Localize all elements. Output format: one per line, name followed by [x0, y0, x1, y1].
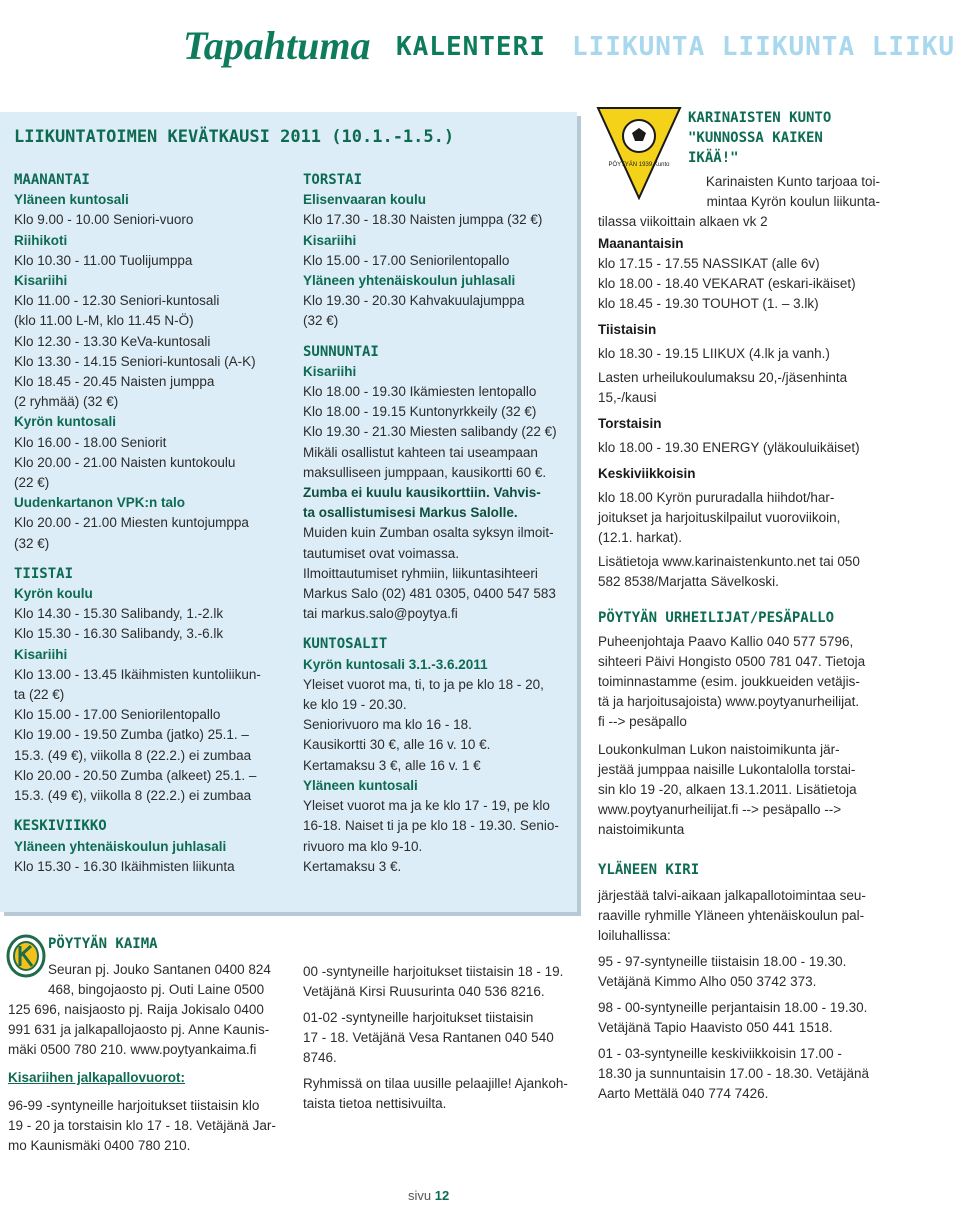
pu-heading: PÖYTYÄN URHEILIJAT/PESÄPALLO — [598, 610, 835, 626]
kisariihi-line: 19 - 20 ja torstaisin klo 17 - 18. Vetäjänä Jar- — [8, 1118, 276, 1133]
schedule-line: Markus Salo (02) 481 0305, 0400 547 583 — [303, 586, 556, 602]
schedule-line: rivuoro ma klo 9-10. — [303, 838, 423, 854]
kk-intro-1: Karinaisten Kunto tarjoaa toi- — [705, 174, 880, 189]
schedule-line: Ilmoittautumiset ryhmiin, liikuntasihteeri — [303, 565, 538, 581]
venue-label: Yläneen yhtenäiskoulun juhlasali — [303, 273, 516, 289]
schedule-line: Klo 13.00 - 13.45 Ikäihmisten kuntoliikun- — [14, 666, 261, 682]
venue-label: Uudenkartanon VPK:n talo — [14, 495, 186, 511]
schedule-line: Klo 9.00 - 10.00 Seniori-vuoro — [14, 212, 194, 228]
day-heading: TORSTAI — [303, 172, 363, 188]
kaima-heading: PÖYTYÄN KAIMA — [48, 936, 158, 952]
schedule-line: Yleiset vuorot ma, ti, to ja pe klo 18 - 20, — [303, 676, 544, 692]
schedule-line: Klo 15.30 - 16.30 Ikäihmisten liikunta — [14, 858, 235, 874]
ti-line: klo 18.30 - 19.15 LIIKUX (4.lk ja vanh.) — [598, 346, 830, 361]
venue-label: Yläneen kuntosali — [303, 777, 418, 793]
day-heading: KUNTOSALIT — [303, 636, 388, 653]
schedule-line: (32 €) — [14, 535, 50, 551]
schedule-line: tautumiset ovat voimassa. — [303, 545, 460, 561]
schedule-line: (22 €) — [14, 475, 50, 491]
mid-line: Vetäjänä Kirsi Ruusurinta 040 536 8216. — [303, 984, 545, 999]
kaima-line: 125 696, naisjaosto pj. Raija Jokisalo 0400 — [8, 1002, 264, 1017]
schedule-line: (2 ryhmää) (32 €) — [14, 394, 119, 410]
logo-text: PÖYTYÄN 1939 Kunto — [608, 162, 670, 168]
pu-line: Puheenjohtaja Paavo Kallio 040 577 5796, — [598, 634, 854, 649]
pu-line2: sin klo 19 -20, alkaen 13.1.2011. Lisätietoja — [598, 782, 857, 797]
day-heading: KESKIVIIKKO — [14, 818, 107, 835]
page-header — [0, 0, 960, 92]
spacer — [303, 332, 569, 340]
pu-line2: Loukonkulman Lukon naistoimikunta jär- — [598, 742, 840, 757]
kaima-line: 991 631 ja jalkapallojaosto pj. Anne Kaunis- — [8, 1022, 270, 1037]
spacer — [303, 624, 569, 632]
schedule-line: Kausikortti 30 €, alle 16 v. 10 €. — [303, 737, 491, 753]
yk-line2: 95 - 97-syntyneille tiistaisin 18.00 - 19.30. — [598, 954, 847, 969]
schedule-line: Klo 20.00 - 21.00 Miesten kuntojumppa — [14, 515, 249, 531]
header-tapahtuma: Tapahtuma — [183, 23, 371, 68]
venue-label: Kisariihi — [14, 273, 68, 289]
schedule-line: Kertamaksu 3 €. — [303, 858, 402, 874]
schedule-line: ke klo 19 - 20.30. — [303, 697, 407, 713]
kk-heading-2: "KUNNOSSA KAIKEN — [688, 130, 823, 146]
schedule-line: Klo 19.00 - 19.50 Zumba (jatko) 25.1. – — [14, 727, 249, 743]
keskiviikkoisin-label: Keskiviikkoisin — [598, 466, 696, 481]
day-heading: TIISTAI — [14, 565, 74, 582]
page-sivu-label: sivu — [408, 1188, 432, 1203]
schedule-line: Klo 20.00 - 20.50 Zumba (alkeet) 25.1. – — [14, 767, 257, 783]
schedule-line: Klo 14.30 - 15.30 Salibandy, 1.-2.lk — [14, 606, 224, 622]
ke-line: Lisätietoja www.karinaistenkunto.net tai 050 — [598, 554, 860, 569]
venue-label: Kyrön koulu — [14, 586, 93, 602]
schedule-line: 16-18. Naiset ti ja pe klo 18 - 19.30. Senio- — [303, 818, 559, 834]
ke-line: (12.1. harkat). — [598, 530, 683, 545]
schedule-column-2 — [303, 168, 569, 877]
yk-line: järjestää talvi-aikaan jalkapallotoimintaa seu- — [598, 888, 866, 903]
schedule-line: Yleiset vuorot ma ja ke klo 17 - 19, pe klo — [303, 798, 550, 814]
tiistaisin-label: Tiistaisin — [598, 322, 657, 337]
schedule-line: ta osallistumisesi Markus Salolle. — [303, 505, 518, 521]
kisariihi-line: mo Kaunismäki 0400 780 210. — [8, 1138, 191, 1153]
schedule-line: Klo 18.45 - 20.45 Naisten jumppa — [14, 374, 215, 390]
day-heading: SUNNUNTAI — [303, 343, 379, 360]
right-column — [598, 108, 880, 1104]
schedule-line: tai markus.salo@poytya.fi — [303, 606, 458, 622]
torstaisin-label: Torstaisin — [598, 416, 662, 431]
schedule-line: 15.3. (49 €), viikolla 8 (22.2.) ei zumbaa — [14, 747, 252, 763]
ti-line: Lasten urheilukoulumaksu 20,-/jäsenhinta — [598, 370, 848, 385]
kisariihi-title: Kisariihen jalkapallovuorot: — [8, 1070, 186, 1085]
pu-line: sihteeri Päivi Hongisto 0500 781 047. Tietoja — [598, 654, 866, 669]
schedule-line: Mikäli osallistut kahteen tai useampaan — [303, 444, 538, 460]
to-line: klo 18.00 - 19.30 ENERGY (yläkouluikäiset) — [598, 440, 860, 455]
yk-line4: Aarto Mettälä 040 774 7426. — [598, 1086, 769, 1101]
mid-line: 00 -syntyneille harjoitukset tiistaisin 18 - 19. — [303, 964, 564, 979]
schedule-line: Klo 10.30 - 11.00 Tuolijumppa — [14, 252, 193, 268]
schedule-line: (32 €) — [303, 313, 339, 329]
pu-line: toiminnastamme (esim. joukkueiden vetäjis- — [598, 674, 860, 689]
yk-heading: YLÄNEEN KIRI — [598, 862, 700, 878]
schedule-line: Klo 20.00 - 21.00 Naisten kuntokoulu — [14, 454, 236, 470]
schedule-line: maksulliseen jumppaan, kausikortti 60 €. — [303, 464, 547, 480]
ma-line: klo 18.00 - 18.40 VEKARAT (eskari-ikäiset) — [598, 276, 856, 291]
maanantaisin-label: Maanantaisin — [598, 236, 684, 251]
ti-line: 15,-/kausi — [598, 390, 657, 405]
ke-line: joitukset ja harjoituskilpailut vuoroviikoin, — [598, 510, 841, 525]
spacer — [14, 554, 284, 562]
kaima-line: 468, bingojaosto pj. Outi Laine 0500 — [48, 982, 265, 997]
pu-line: fi --> pesäpallo — [598, 714, 687, 729]
schedule-line: Klo 16.00 - 18.00 Seniorit — [14, 434, 167, 450]
venue-label: Kisariihi — [14, 646, 68, 662]
schedule-line: Zumba ei kuulu kausikorttiin. Vahvis- — [303, 485, 541, 501]
venue-label: Kisariihi — [303, 363, 357, 379]
pu-line2: www.poytyanurheilijat.fi --> pesäpallo --> — [598, 802, 842, 817]
schedule-line: Klo 18.00 - 19.15 Kuntonyrkkeily (32 €) — [303, 404, 537, 420]
schedule-line: Klo 17.30 - 18.30 Naisten jumppa (32 €) — [303, 212, 543, 228]
yk-line: loiluhallissa: — [598, 928, 671, 943]
schedule-line: 15.3. (49 €), viikolla 8 (22.2.) ei zumbaa — [14, 788, 252, 804]
schedule-line: Klo 12.30 - 13.30 KeVa-kuntosali — [14, 333, 211, 349]
venue-label: Riihikoti — [14, 232, 68, 248]
venue-label: Kyrön kuntosali 3.1.-3.6.2011 — [303, 656, 488, 672]
yk-line4: 01 - 03-syntyneille keskiviikkoisin 17.00 - — [598, 1046, 842, 1061]
kaima-line: Seuran pj. Jouko Santanen 0400 824 — [48, 962, 271, 977]
schedule-title: LIIKUNTATOIMEN KEVÄTKAUSI 2011 (10.1.-1.5.) — [14, 127, 455, 147]
mid-line: 8746. — [303, 1050, 337, 1065]
schedule-line: Kertamaksu 3 €, alle 16 v. 1 € — [303, 757, 481, 773]
pu-line2: jestää jumppaa naisille Lukontalolla torstai- — [598, 762, 856, 777]
venue-label: Yläneen yhtenäiskoulun juhlasali — [14, 838, 227, 854]
schedule-line: Klo 19.30 - 21.30 Miesten salibandy (22 €) — [303, 424, 557, 440]
header-kalenteri: KALENTERI — [396, 32, 546, 62]
schedule-line: Klo 13.30 - 14.15 Seniori-kuntosali (A-K) — [14, 353, 256, 369]
spacer — [14, 806, 284, 814]
kk-intro-2: mintaa Kyrön koulun liikunta- — [706, 194, 880, 209]
venue-label: Yläneen kuntosali — [14, 192, 129, 208]
schedule-line: Klo 18.00 - 19.30 Ikämiesten lentopallo — [303, 384, 537, 400]
venue-label: Kisariihi — [303, 232, 357, 248]
page-number-value: 12 — [434, 1188, 450, 1203]
schedule-line: Klo 15.00 - 17.00 Seniorilentopallo — [14, 707, 221, 723]
ke-line: klo 18.00 Kyrön pururadalla hiihdot/har- — [598, 490, 835, 505]
pu-line: tä ja harjoitusajoista) www.poytyanurheilijat. — [598, 694, 860, 709]
schedule-line: Muiden kuin Zumban osalta syksyn ilmoit- — [303, 525, 554, 541]
schedule-line: Klo 19.30 - 20.30 Kahvakuulajumppa — [303, 293, 525, 309]
kk-intro-3: tilassa viikoittain alkaen vk 2 — [598, 214, 768, 229]
ma-line: klo 17.15 - 17.55 NASSIKAT (alle 6v) — [598, 256, 820, 271]
kisariihi-line: 96-99 -syntyneille harjoitukset tiistaisin klo — [8, 1098, 260, 1113]
venue-label: Elisenvaaran koulu — [303, 192, 427, 208]
schedule-line: (klo 11.00 L-M, klo 11.45 N-Ö) — [14, 313, 194, 329]
schedule-line: Klo 11.00 - 12.30 Seniori-kuntosali — [14, 293, 220, 309]
yk-line3: Vetäjänä Tapio Haavisto 050 441 1518. — [598, 1020, 833, 1035]
bottom-middle-block — [303, 962, 583, 1114]
schedule-line: Klo 15.30 - 16.30 Salibandy, 3.-6.lk — [14, 626, 224, 642]
mid-line: taista tietoa nettisivuilta. — [303, 1096, 447, 1111]
yk-line4: 18.30 ja sunnuntaisin 17.00 - 18.30. Vetäjänä — [598, 1066, 869, 1081]
mid-line: 01-02 -syntyneille harjoitukset tiistaisin — [303, 1010, 534, 1025]
pu-line2: naistoimikunta — [598, 822, 685, 837]
bottom-left-block — [8, 934, 284, 1156]
yk-line2: Vetäjänä Kimmo Alho 050 3742 373. — [598, 974, 817, 989]
header-liikunta: LIIKUNTA LIIKUNTA LIIKU — [572, 32, 956, 62]
schedule-line: ta (22 €) — [14, 687, 65, 703]
ma-line: klo 18.45 - 19.30 TOUHOT (1. – 3.lk) — [598, 296, 819, 311]
mid-line: 17 - 18. Vetäjänä Vesa Rantanen 040 540 — [303, 1030, 554, 1045]
kaima-line: mäki 0500 780 210. www.poytyankaima.fi — [8, 1042, 257, 1057]
mid-line: Ryhmissä on tilaa uusille pelaajille! Ajankoh- — [303, 1076, 568, 1091]
kk-heading-3: IKÄÄ!" — [688, 150, 739, 166]
kk-heading-1: KARINAISTEN KUNTO — [688, 110, 832, 126]
schedule-column-1 — [14, 168, 284, 877]
venue-label: Kyrön kuntosali — [14, 414, 117, 430]
yk-line3: 98 - 00-syntyneille perjantaisin 18.00 - 19.30. — [598, 1000, 868, 1015]
ke-line: 582 8538/Marjatta Sävelkoski. — [598, 574, 779, 589]
schedule-line: Klo 15.00 - 17.00 Seniorilentopallo — [303, 252, 510, 268]
page-number — [408, 1188, 449, 1203]
yk-line: raaville ryhmille Yläneen yhtenäiskoulun pal- — [598, 908, 865, 923]
day-heading: MAANANTAI — [14, 172, 90, 188]
schedule-line: Seniorivuoro ma klo 16 - 18. — [303, 717, 472, 733]
